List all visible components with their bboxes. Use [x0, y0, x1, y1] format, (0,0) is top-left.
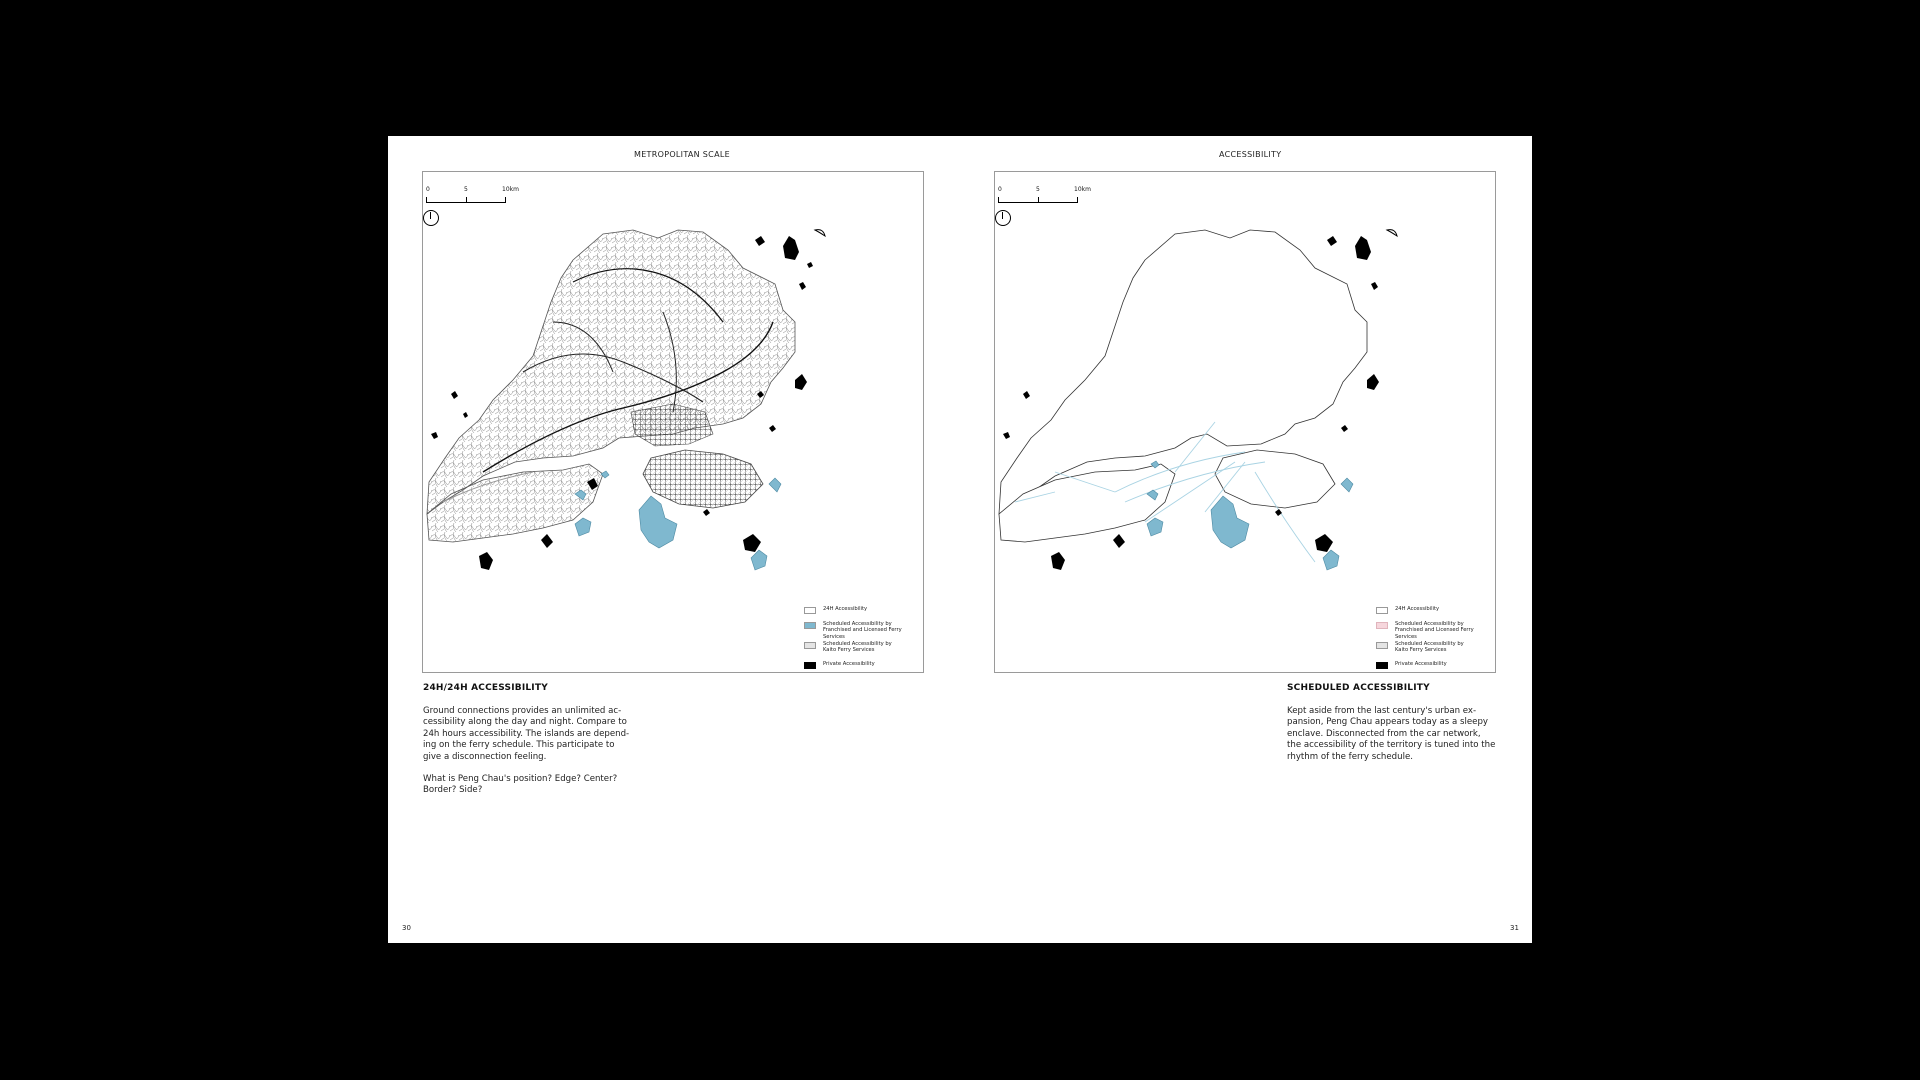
left-legend: [804, 606, 922, 673]
legend-item-kaito: [1376, 641, 1494, 658]
left-page-number: 30: [402, 924, 411, 932]
legend-swatch: [804, 622, 816, 629]
scale-label-0: 0: [998, 186, 1002, 193]
legend-swatch: [804, 662, 816, 669]
left-paragraph-1: Ground connections provides an unlimited ac- cessibility along the day and night. Compare to 24h hours accessibility. The islands are depend- ing on the ferry schedule. This participate to give a disconnection feeling.: [423, 706, 630, 762]
scale-label-5: 5: [1036, 186, 1040, 193]
legend-label: Scheduled Accessibility by Kaito Ferry Services: [1395, 641, 1464, 654]
legend-label: 24H Accessibility: [823, 606, 868, 612]
legend-swatch: [804, 642, 816, 649]
legend-swatch: [1376, 607, 1388, 614]
legend-swatch: [1376, 642, 1388, 649]
legend-item-24h: [1376, 606, 1494, 618]
legend-item-kaito: [804, 641, 922, 658]
legend-item-24h: [804, 606, 922, 618]
book-spread: [388, 136, 1532, 943]
right-paragraph-1: Kept aside from the last century's urban ex- pansion, Peng Chau appears today as a sleepy enclave. Disconnected from the car network, the accessibility of the territory is tuned into the rhythm of the ferry schedule.: [1287, 706, 1496, 762]
legend-item-private: [1376, 661, 1494, 673]
right-map-drawing: [995, 172, 1495, 672]
scale-label-5: 5: [464, 186, 468, 193]
left-section-title: 24H/24H ACCESSIBILITY: [423, 683, 548, 693]
left-map: [422, 171, 924, 673]
scale-label-0: 0: [426, 186, 430, 193]
legend-label: Scheduled Accessibility by Franchised and Licensed Ferry Services: [1395, 621, 1474, 640]
legend-label: Private Accessibility: [1395, 661, 1447, 667]
legend-item-private: [804, 661, 922, 673]
scale-label-10: 10km: [1074, 186, 1091, 193]
right-section-title: SCHEDULED ACCESSIBILITY: [1287, 683, 1430, 693]
left-page-header: METROPOLITAN SCALE: [634, 150, 730, 159]
legend-swatch: [1376, 662, 1388, 669]
legend-item-ferry: [1376, 621, 1494, 638]
legend-label: Private Accessibility: [823, 661, 875, 667]
legend-item-ferry: [804, 621, 922, 638]
right-legend: [1376, 606, 1494, 673]
scale-label-10: 10km: [502, 186, 519, 193]
legend-swatch: [804, 607, 816, 614]
legend-label: 24H Accessibility: [1395, 606, 1440, 612]
right-page-header: ACCESSIBILITY: [1219, 150, 1282, 159]
right-map: [994, 171, 1496, 673]
legend-swatch: [1376, 622, 1388, 629]
legend-label: Scheduled Accessibility by Franchised and Licensed Ferry Services: [823, 621, 902, 640]
left-map-drawing: [423, 172, 923, 672]
right-page-number: 31: [1510, 924, 1519, 932]
left-paragraph-2: What is Peng Chau's position? Edge? Center? Border? Side?: [423, 774, 618, 796]
legend-label: Scheduled Accessibility by Kaito Ferry Services: [823, 641, 892, 654]
